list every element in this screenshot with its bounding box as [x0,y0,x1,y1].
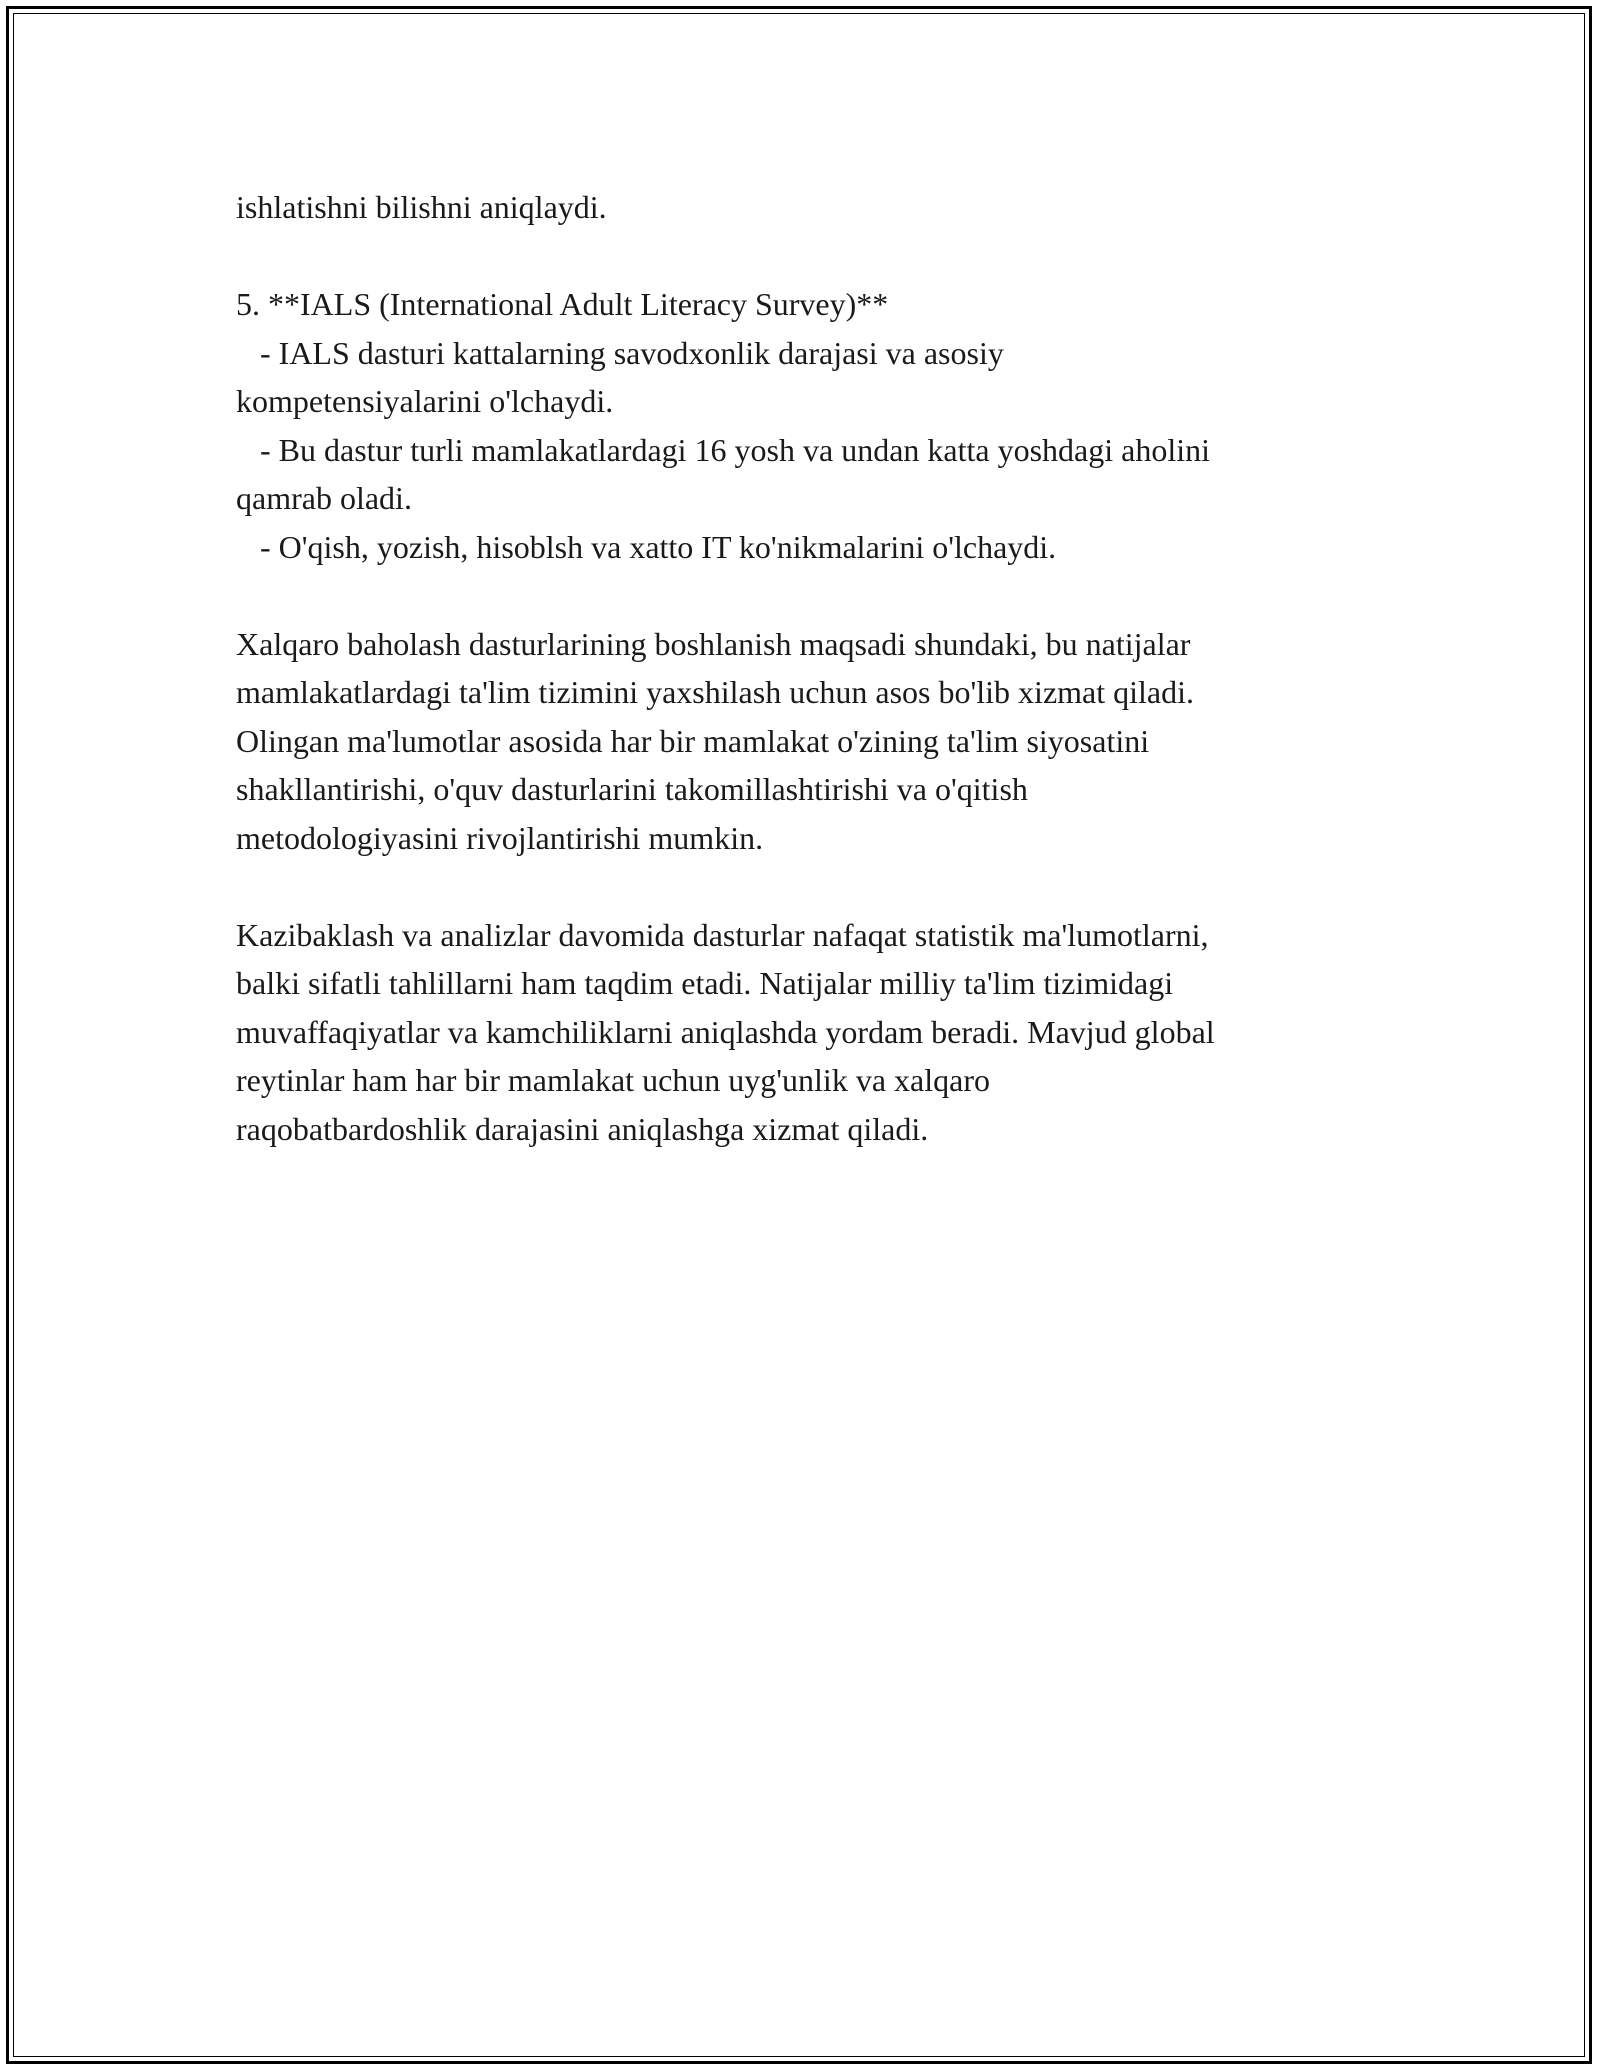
paragraph-purpose [236,620,1396,863]
text-line: Olingan ma'lumotlar asosida har bir mamlakat o'zining ta'lim siyosatini [236,722,1150,759]
text-line: reytinlar ham har bir mamlakat uchun uyg'unlik va xalqaro [236,1062,990,1098]
text-line: shakllantirishi, o'quv dasturlarini takomillashtirishi va o'qitish [236,771,1028,807]
text-line: metodologiyasini rivojlantirishi mumkin. [236,819,764,856]
text-line: qamrab oladi. [236,480,412,516]
text-line: - Bu dastur turli mamlakatlardagi 16 yosh va undan katta yoshdagi aholini [236,431,1211,468]
paragraph-gap [236,571,1396,620]
text-line: Xalqaro baholash dasturlarining boshlanish maqsadi shundaki, bu natijalar [236,625,1191,662]
text-line: - IALS dasturi kattalarning savodxonlik darajasi va asosiy [236,334,1004,371]
text-line: balki sifatli tahlillarni ham taqdim etadi. Natijalar milliy ta'lim tizimidagi [236,965,1174,1001]
paragraph-gap [236,232,1396,281]
list-item-heading: 5. **IALS (International Adult Literacy Survey)** [236,286,889,322]
text-line: muvaffaqiyatlar va kamchiliklarni aniqlashda yordam beradi. Mavjud global [236,1013,1215,1050]
text-line: - O'qish, yozish, hisoblsh va xatto IT ko'nikmalarini o'lchaydi. [236,528,1057,565]
document-body [236,183,1396,1153]
text-line: kompetensiyalarini o'lchaydi. [236,383,614,419]
text-line: ishlatishni bilishni aniqlaydi. [236,189,607,225]
paragraph-gap [236,862,1396,911]
text-line: Kazibaklash va analizlar davomida dasturlar nafaqat statistik ma'lumotlarni, [236,916,1209,953]
paragraph-continuation [236,183,1396,232]
text-line: raqobatbardoshlik darajasini aniqlashga xizmat qiladi. [236,1110,929,1147]
paragraph-analysis [236,911,1396,1154]
text-line: mamlakatlardagi ta'lim tizimini yaxshilash uchun asos bo'lib xizmat qiladi. [236,674,1194,710]
paragraph-ials [236,280,1396,571]
